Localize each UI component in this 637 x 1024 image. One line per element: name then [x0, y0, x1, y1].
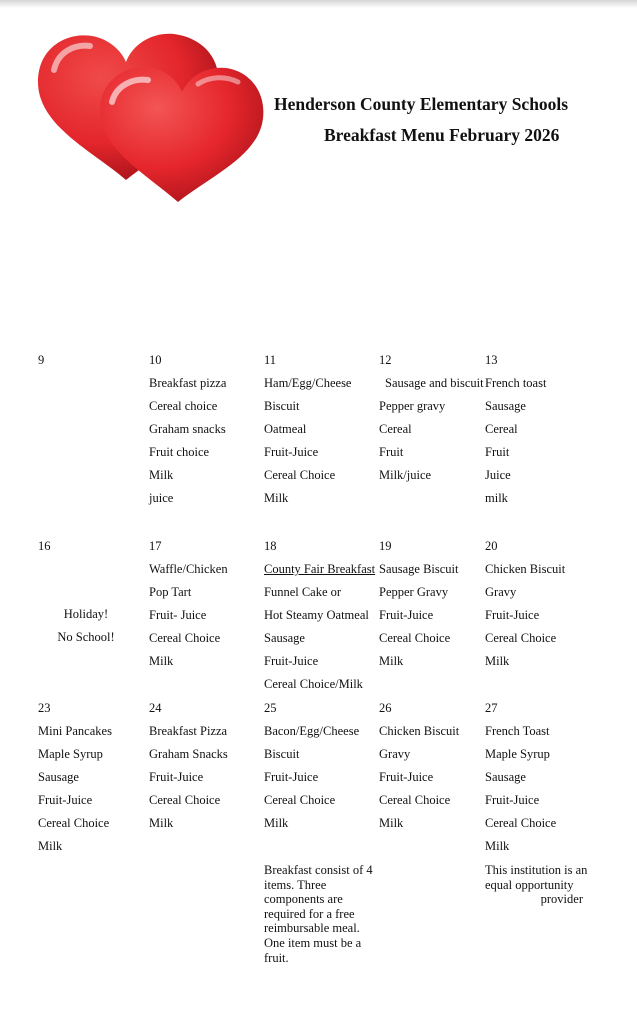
- top-shadow: [0, 0, 637, 8]
- menu-item: Fruit- Juice: [149, 608, 207, 622]
- menu-item: Waffle/Chicken: [149, 562, 228, 576]
- no-school-text: No School!: [57, 630, 115, 644]
- menu-item: Milk: [485, 839, 510, 853]
- menu-item: Ham/Egg/Cheese: [264, 376, 352, 390]
- menu-item: Sausage Biscuit: [379, 562, 459, 576]
- menu-item: Maple Syrup: [38, 747, 103, 761]
- menu-item: Cereal Choice: [264, 793, 336, 807]
- day-cell: [38, 349, 44, 372]
- day-cell: [379, 535, 459, 673]
- holiday-text: Holiday!: [63, 607, 109, 621]
- equal-opportunity-note: [485, 863, 595, 907]
- day-cell: [149, 697, 228, 835]
- menu-item: Fruit choice: [149, 445, 210, 459]
- menu-item: Sausage: [264, 631, 305, 645]
- menu-item: Fruit-Juice: [149, 770, 204, 784]
- day-date: 16: [38, 539, 51, 553]
- day-date: 10: [149, 353, 162, 367]
- menu-item: Bacon/Egg/Cheese: [264, 724, 360, 738]
- day-date: 27: [485, 701, 498, 715]
- menu-item: Gravy: [485, 585, 517, 599]
- menu-item: Mini Pancakes: [38, 724, 112, 738]
- menu-item: Fruit-Juice: [264, 654, 319, 668]
- menu-item: Hot Steamy Oatmeal: [264, 608, 369, 622]
- day-cell: [149, 535, 228, 673]
- day-cell: [379, 349, 484, 487]
- header-menu-title: Breakfast Menu February 2026: [324, 125, 560, 145]
- menu-item: French toast: [485, 376, 547, 390]
- day-date: 26: [379, 701, 392, 715]
- menu-item: Milk/juice: [379, 468, 432, 482]
- day-cell: [264, 349, 351, 510]
- menu-item: Maple Syrup: [485, 747, 550, 761]
- menu-item: juice: [149, 491, 174, 505]
- day-cell: [38, 535, 51, 558]
- menu-item: Sausage and biscuit: [385, 376, 484, 390]
- menu-item: Oatmeal: [264, 422, 307, 436]
- day-cell: [485, 697, 556, 858]
- menu-item: Pepper Gravy: [379, 585, 449, 599]
- menu-item: Chicken Biscuit: [485, 562, 566, 576]
- menu-item: Funnel Cake or: [264, 585, 342, 599]
- menu-item: Graham snacks: [149, 422, 226, 436]
- menu-item: Milk: [379, 816, 404, 830]
- day-date: 11: [264, 353, 277, 367]
- day-cell: [264, 697, 359, 835]
- equal-opportunity-line: provider: [540, 892, 583, 907]
- menu-item: Fruit-Juice: [379, 770, 434, 784]
- day-cell: [485, 535, 565, 673]
- menu-item: Breakfast pizza: [149, 376, 227, 390]
- menu-item: Milk: [149, 468, 174, 482]
- day-cell: [485, 349, 546, 510]
- equal-opportunity-line: This institution is an: [485, 863, 588, 877]
- menu-item: Cereal Choice: [38, 816, 110, 830]
- menu-item: Cereal: [379, 422, 412, 436]
- equal-opportunity-line: equal opportunity: [485, 877, 574, 892]
- county-fair-heading: County Fair Breakfast: [264, 562, 376, 576]
- menu-item: Breakfast Pizza: [149, 724, 228, 738]
- menu-item: Milk: [264, 491, 289, 505]
- menu-item: Gravy: [379, 747, 411, 761]
- menu-item: Fruit-Juice: [264, 445, 319, 459]
- day-date: 20: [485, 539, 498, 553]
- menu-item: Cereal Choice/Milk: [264, 677, 363, 691]
- menu-item: Pop Tart: [149, 585, 192, 599]
- day-cell: [38, 697, 112, 858]
- breakfast-rule-note: Breakfast consist of 4 items. Three components are required for a free reimbursable meal. One item must be a fruit.: [264, 863, 373, 965]
- menu-item: Juice: [485, 468, 511, 482]
- menu-item: Cereal Choice: [264, 468, 336, 482]
- menu-item: Fruit-Juice: [485, 608, 540, 622]
- menu-item: Fruit-Juice: [264, 770, 319, 784]
- day-cell: [149, 349, 226, 510]
- day-date: 18: [264, 539, 277, 553]
- header-school-name: Henderson County Elementary Schools: [274, 94, 569, 114]
- menu-item: Cereal Choice: [379, 631, 451, 645]
- menu-item: Cereal Choice: [379, 793, 451, 807]
- day-date: 13: [485, 353, 498, 367]
- menu-item: Sausage: [38, 770, 79, 784]
- menu-item: Cereal Choice: [149, 793, 221, 807]
- menu-item: Biscuit: [264, 399, 300, 413]
- menu-item: Sausage: [485, 770, 526, 784]
- menu-item: Fruit-Juice: [485, 793, 540, 807]
- menu-item: Graham Snacks: [149, 747, 228, 761]
- menu-item: Fruit-Juice: [38, 793, 93, 807]
- menu-item: Cereal Choice: [485, 631, 557, 645]
- menu-item: Cereal Choice: [485, 816, 557, 830]
- day-date: 17: [149, 539, 162, 553]
- menu-item: Milk: [264, 816, 289, 830]
- day-date: 24: [149, 701, 162, 715]
- menu-item: Fruit: [485, 445, 510, 459]
- menu-item: milk: [485, 491, 508, 505]
- menu-item: Pepper gravy: [379, 399, 446, 413]
- day-date: 23: [38, 701, 51, 715]
- menu-item: Milk: [149, 654, 174, 668]
- holiday-notice: [38, 603, 134, 649]
- menu-item: Cereal: [485, 422, 518, 436]
- menu-item: Sausage: [485, 399, 526, 413]
- menu-item: Chicken Biscuit: [379, 724, 460, 738]
- menu-item: Cereal Choice: [149, 631, 221, 645]
- day-date: 25: [264, 701, 277, 715]
- menu-item: Fruit-Juice: [379, 608, 434, 622]
- hearts-icon: [34, 30, 266, 206]
- menu-item: Fruit: [379, 445, 404, 459]
- day-cell: [379, 697, 459, 835]
- day-cell: [264, 535, 375, 696]
- day-date: 12: [379, 353, 392, 367]
- menu-item: French Toast: [485, 724, 550, 738]
- menu-item: Biscuit: [264, 747, 300, 761]
- day-date: 19: [379, 539, 392, 553]
- menu-item: Cereal choice: [149, 399, 218, 413]
- menu-item: Milk: [149, 816, 174, 830]
- day-date: 9: [38, 353, 45, 367]
- menu-item: Milk: [485, 654, 510, 668]
- menu-item: Milk: [38, 839, 63, 853]
- menu-item: Milk: [379, 654, 404, 668]
